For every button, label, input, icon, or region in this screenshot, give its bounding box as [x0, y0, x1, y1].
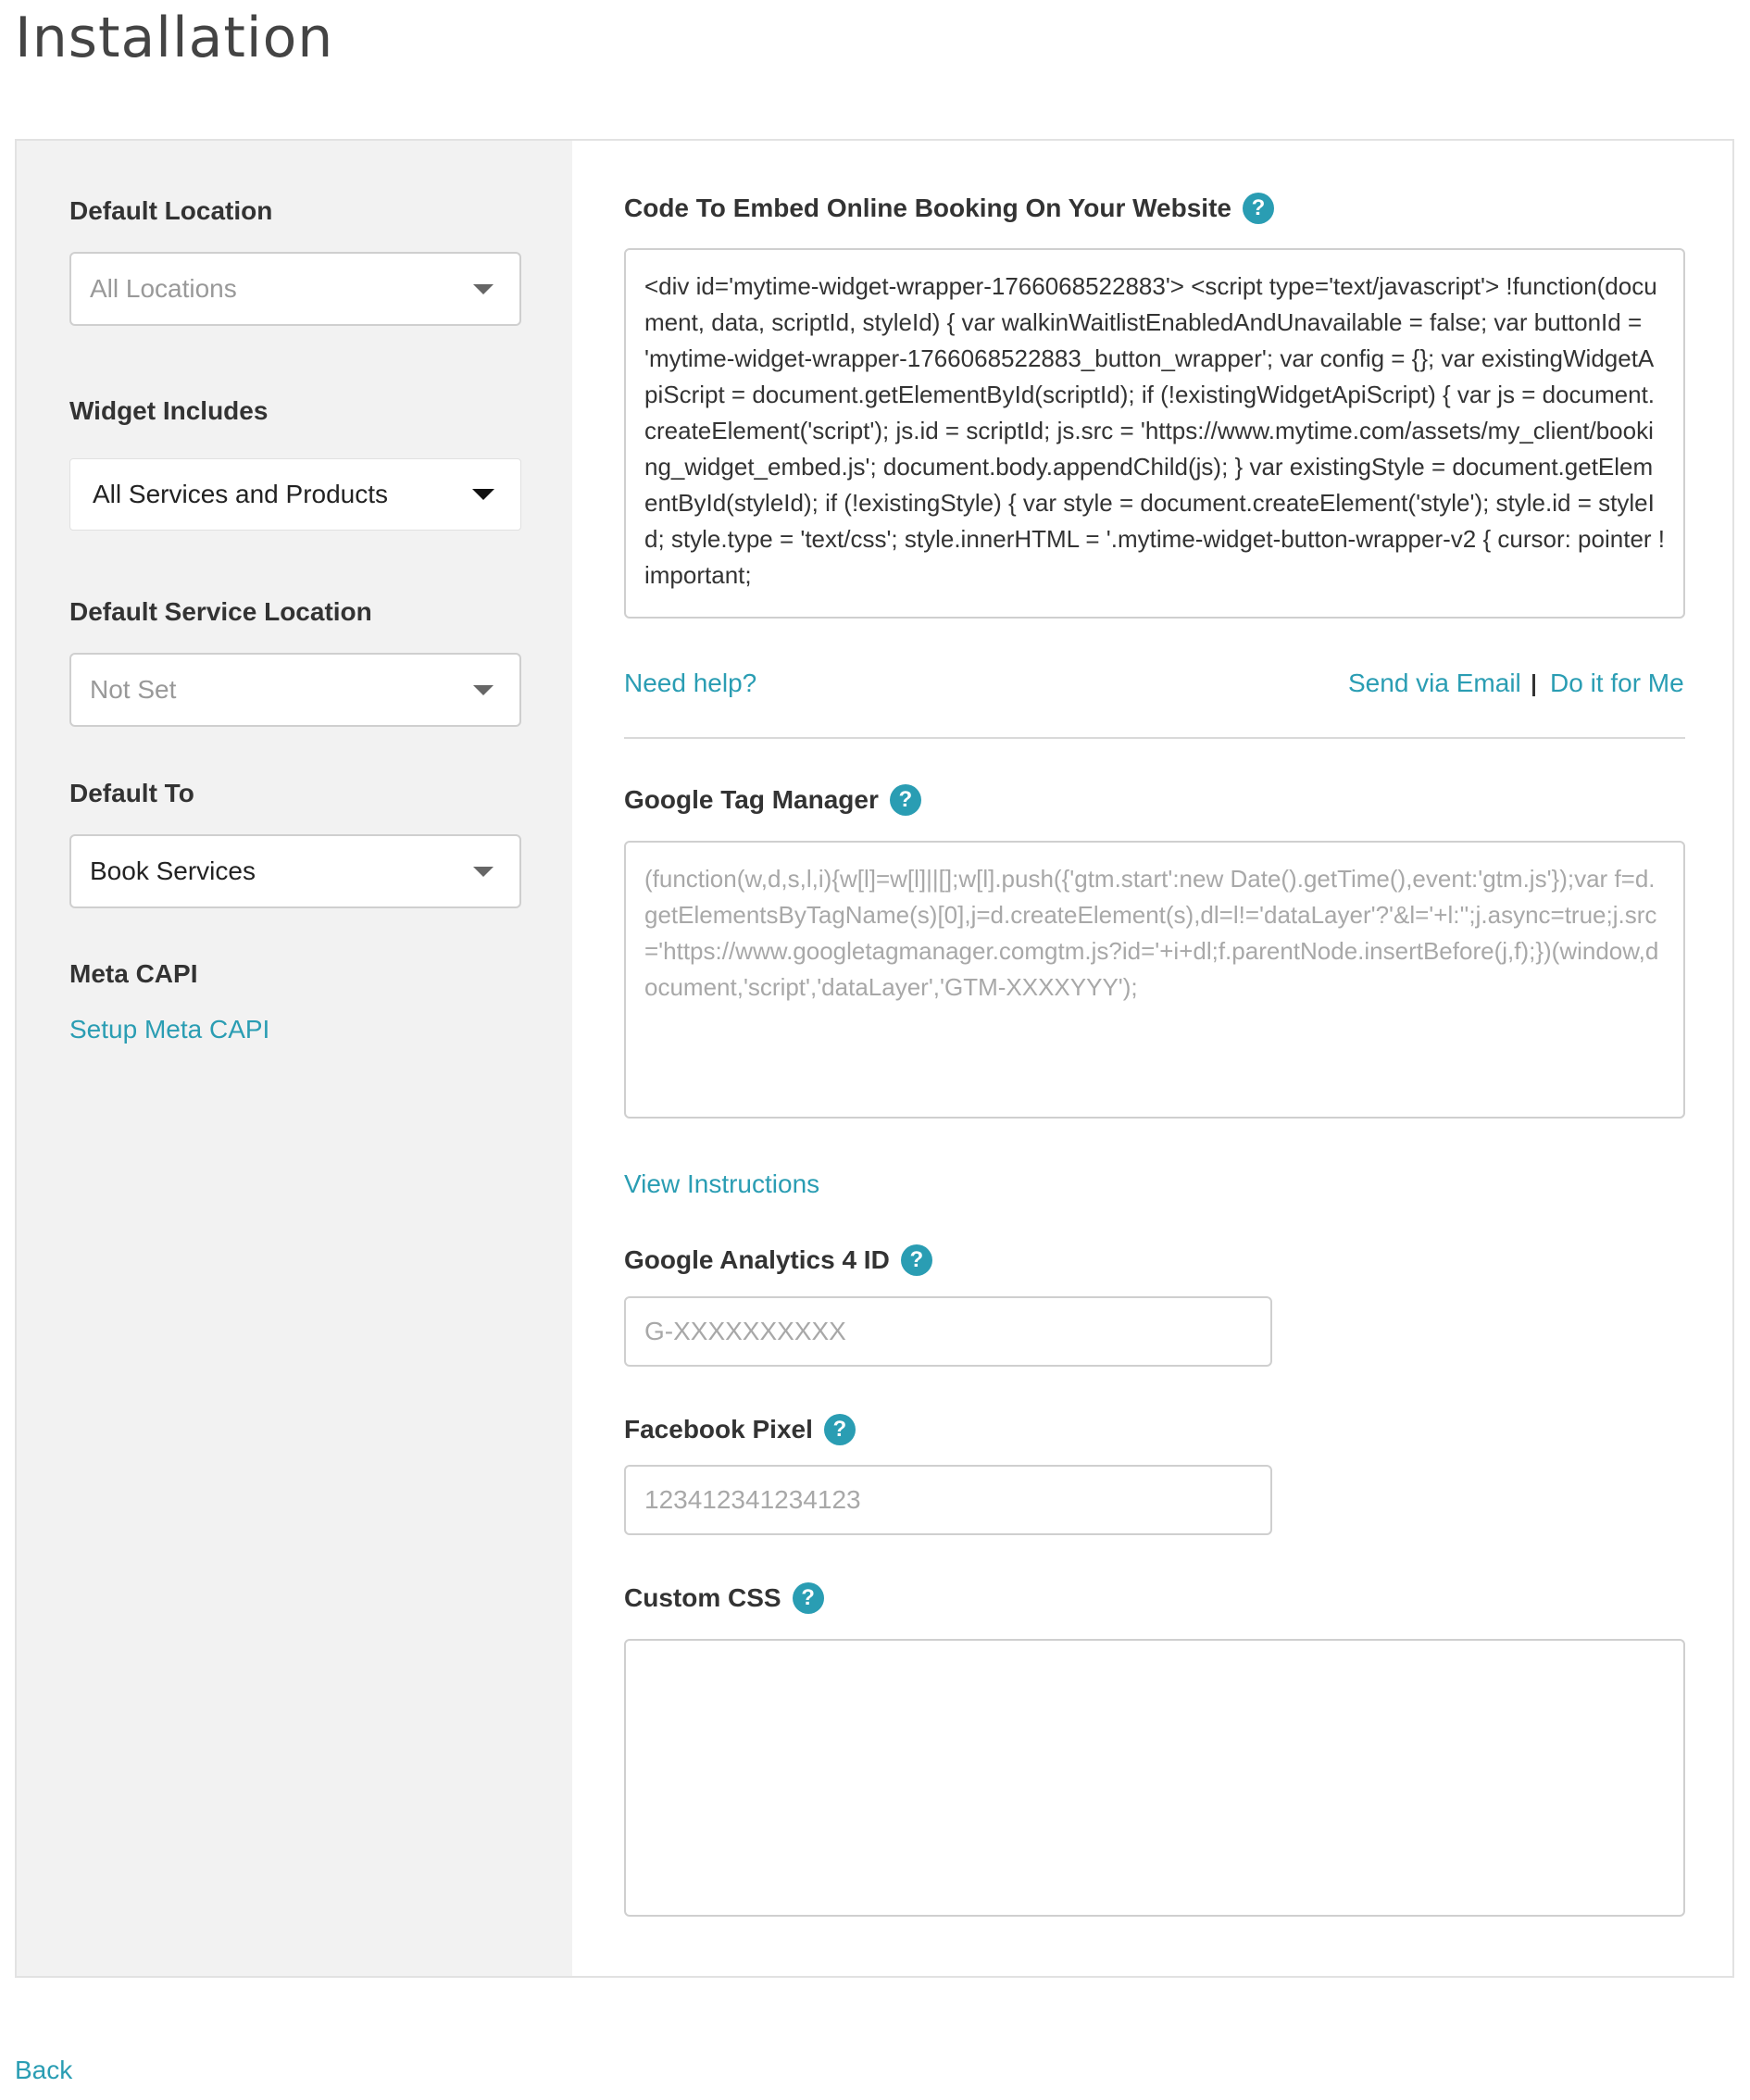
widget-includes-value: All Services and Products [93, 480, 389, 508]
gtm-placeholder: (function(w,d,s,l,i){w[l]=w[l]||[];w[l].push({'gtm.start':new Date().getTime(),event:'gtm.js'});var f=d.getElementsByTagName(s)[0],j=d.createElement(s),dl=l!='dataLayer'?'&l='+l:'';j.async=true;j.src='https://www.googletagmanager.comgtm.js?id='+i+dl;f.parentNode.insertBefore(j,f);})(window,document,'script','dataLayer','GTM-XXXXYYY'); [644, 865, 1659, 1001]
meta-capi-label: Meta CAPI [69, 959, 198, 988]
default-service-location-select[interactable] [69, 653, 521, 727]
chevron-down-icon [472, 489, 494, 500]
gtm-label [624, 784, 921, 816]
help-icon[interactable]: ? [901, 1244, 932, 1276]
default-service-location-value: Not Set [90, 675, 177, 704]
back-link[interactable]: Back [15, 2056, 73, 2084]
help-icon[interactable]: ? [1243, 193, 1274, 224]
widget-includes-select[interactable] [69, 458, 521, 531]
default-to-value: Book Services [90, 856, 256, 885]
do-it-for-me-link[interactable]: Do it for Me [1550, 669, 1684, 697]
custom-css-label-text: Custom CSS [624, 1583, 781, 1612]
default-location-label: Default Location [69, 196, 273, 225]
custom-css-textarea[interactable] [624, 1639, 1685, 1917]
section-divider [624, 737, 1685, 739]
ga4-label-text: Google Analytics 4 ID [624, 1245, 890, 1274]
installation-panel [15, 139, 1734, 1978]
help-icon[interactable]: ? [824, 1414, 856, 1445]
ga4-input[interactable] [624, 1296, 1272, 1367]
default-location-value: All Locations [90, 274, 237, 303]
facebook-pixel-placeholder: 123412341234123 [644, 1485, 861, 1514]
facebook-pixel-label-text: Facebook Pixel [624, 1415, 813, 1444]
embed-code-box[interactable] [624, 248, 1685, 619]
default-to-label: Default To [69, 779, 194, 807]
need-help-link[interactable]: Need help? [624, 669, 757, 697]
ga4-placeholder: G-XXXXXXXXXX [644, 1317, 846, 1345]
embed-code-label [624, 193, 1274, 224]
send-via-email-link[interactable]: Send via Email [1348, 669, 1521, 697]
embed-code-text: <div id='mytime-widget-wrapper-1766068522883'> <script type='text/javascript'> !function(document, data, scriptId, styleId) { var walkinWaitlistEnabledAndUnavailable = false; var buttonId = 'mytime-widget-wrapper-1766068522883_button_wrapper'; var config = {}; var existingWidgetApiScript = document.getElementById(scriptId); if (!existingWidgetApiScript) { var js = document.createElement('script'); js.id = scriptId; js.src = 'https://www.mytime.com/assets/my_client/booking_widget_embed.js'; document.body.appendChild(js); } var existingStyle = document.getElementById(styleId); if (!existingStyle) { var style = document.createElement('style'); style.id = styleId; style.type = 'text/css'; style.innerHTML = '.mytime-widget-button-wrapper-v2 { cursor: pointer !important; [644, 272, 1666, 589]
view-instructions-link[interactable]: View Instructions [624, 1169, 820, 1198]
facebook-pixel-input[interactable] [624, 1465, 1272, 1535]
embed-code-label-text: Code To Embed Online Booking On Your Website [624, 194, 1231, 222]
gtm-label-text: Google Tag Manager [624, 785, 879, 814]
default-location-select[interactable] [69, 252, 521, 326]
page-title: Installation [15, 6, 334, 70]
widget-includes-label: Widget Includes [69, 396, 269, 425]
default-service-location-label: Default Service Location [69, 597, 372, 626]
facebook-pixel-label [624, 1414, 856, 1445]
help-icon[interactable]: ? [890, 784, 921, 816]
ga4-label [624, 1244, 932, 1276]
setup-meta-capi-link[interactable]: Setup Meta CAPI [69, 1015, 270, 1044]
help-icon[interactable]: ? [793, 1582, 824, 1614]
settings-sidebar [17, 141, 572, 1976]
chevron-down-icon [473, 867, 494, 877]
custom-css-label [624, 1582, 824, 1614]
chevron-down-icon [473, 685, 494, 695]
link-separator [1532, 674, 1535, 696]
default-to-select[interactable] [69, 834, 521, 908]
gtm-textarea[interactable] [624, 841, 1685, 1119]
chevron-down-icon [473, 284, 494, 294]
